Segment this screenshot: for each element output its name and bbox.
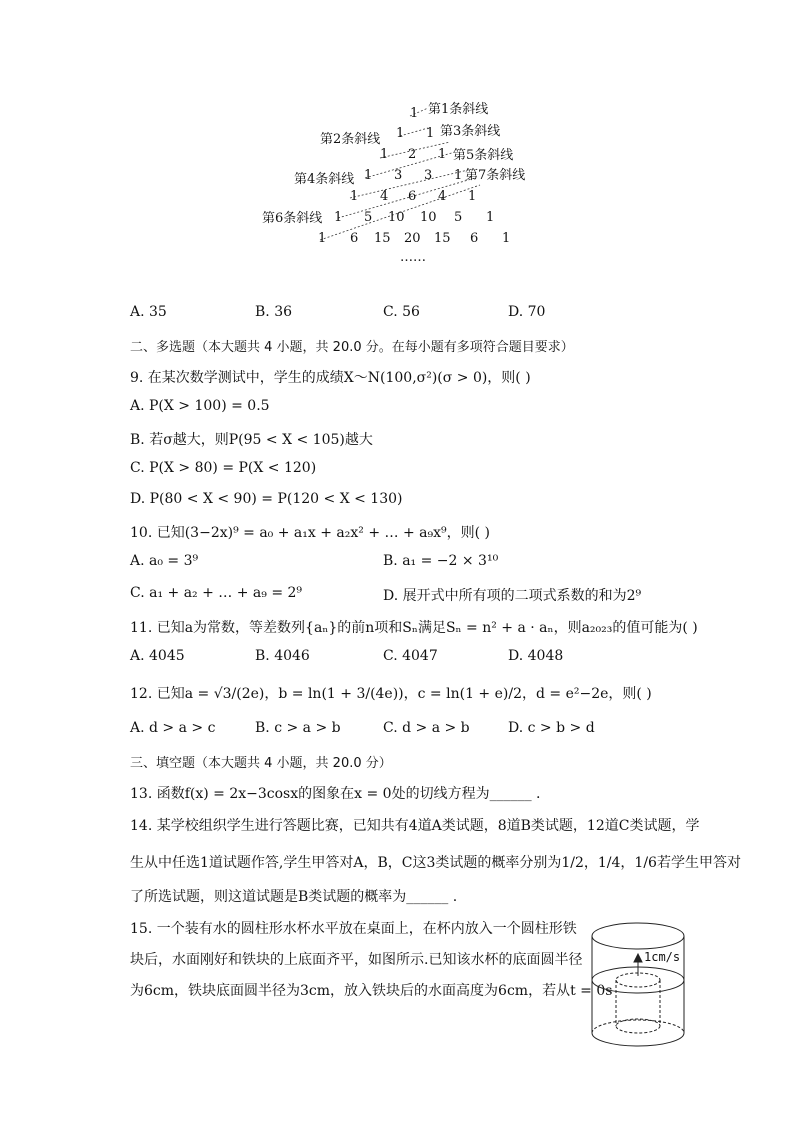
q11-option-d: D. 4048: [508, 648, 564, 664]
q12-option-c: C. d > a > b: [383, 720, 470, 736]
section-heading-multiple-choice: 二、多选题（本大题共 4 小题，共 20.0 分。在每小题有多项符合题目要求）: [130, 340, 574, 355]
triangle-cell: 15: [374, 231, 391, 246]
q10-option-a: A. a₀ = 3⁹: [130, 553, 199, 569]
q14-line-3: 了所选试题，则这道试题是B类试题的概率为______ .: [130, 889, 458, 905]
q9-option-c: C. P(X > 80) = P(X < 120): [130, 460, 317, 476]
triangle-cell: 1: [468, 189, 477, 204]
triangle-cell: 1: [364, 168, 373, 183]
triangle-cell: 10: [388, 210, 405, 225]
triangle-cell: 20: [404, 231, 421, 246]
q10-option-c: C. a₁ + a₂ + … + a₉ = 2⁹: [130, 585, 303, 601]
q8-option-d: D. 70: [508, 304, 546, 320]
triangle-cell: 1: [380, 147, 389, 162]
q13-stem: 13. 函数f(x) = 2x−3cosx的图象在x = 0处的切线方程为______ .: [130, 786, 541, 802]
triangle-cell: 1: [454, 168, 463, 183]
q8-option-c: C. 56: [383, 304, 420, 320]
triangle-cell: 1: [410, 106, 419, 121]
triangle-cell: 1: [486, 210, 495, 225]
diagonal-label-7: 第7条斜线: [465, 168, 526, 183]
triangle-cell: 4: [438, 189, 447, 204]
q11-option-c: C. 4047: [383, 648, 438, 664]
triangle-cell: 4: [380, 189, 389, 204]
pascal-triangle-figure: [250, 90, 550, 270]
q9-stem: 9. 在某次数学测试中，学生的成绩X～N(100,σ²)(σ > 0)，则( ): [130, 370, 531, 386]
q9-option-a: A. P(X > 100) = 0.5: [130, 398, 270, 414]
q11-option-a: A. 4045: [130, 648, 185, 664]
triangle-cell: 1: [318, 231, 327, 246]
diagonal-label-1: 第1条斜线: [428, 102, 489, 117]
triangle-cell: 1: [502, 231, 511, 246]
triangle-cell: 1: [334, 210, 343, 225]
q12-stem: 12. 已知a = √3/(2e)，b = ln(1 + 3/(4e))，c = ln(1 + e)/2，d = e²−2e，则( ): [130, 686, 652, 702]
triangle-cell: 6: [350, 231, 359, 246]
q15-line-1: 15. 一个装有水的圆柱形水杯水平放在桌面上，在杯内放入一个圆柱形铁: [130, 921, 577, 937]
triangle-cell: 5: [364, 210, 373, 225]
q10-stem: 10. 已知(3−2x)⁹ = a₀ + a₁x + a₂x² + … + a₉x⁹，则( ): [130, 525, 490, 541]
triangle-cell: 1: [426, 126, 435, 141]
triangle-cell: 1: [396, 126, 405, 141]
triangle-cell: 6: [408, 189, 417, 204]
q15-line-2: 块后，水面刚好和铁块的上底面齐平，如图所示.已知该水杯的底面圆半径: [130, 952, 583, 968]
diagonal-label-3: 第3条斜线: [440, 124, 501, 139]
diagonal-label-6: 第6条斜线: [262, 211, 323, 226]
section-heading-fill-in: 三、填空题（本大题共 4 小题，共 20.0 分）: [130, 756, 392, 771]
diagonal-label-5: 第5条斜线: [453, 148, 514, 163]
triangle-cell: 1: [438, 147, 447, 162]
q14-line-1: 14. 某学校组织学生进行答题比赛，已知共有4道A类试题，8道B类试题，12道C类试题，学: [130, 818, 700, 834]
triangle-cell: 3: [424, 168, 433, 183]
cylinder-cup-figure: [590, 918, 700, 1048]
q9-option-d: D. P(80 < X < 90) = P(120 < X < 130): [130, 491, 403, 507]
triangle-cell: 2: [408, 147, 417, 162]
triangle-ellipsis: ……: [400, 250, 426, 265]
q10-option-d: D. 展开式中所有项的二项式系数的和为2⁹: [383, 588, 642, 604]
triangle-cell: 15: [434, 231, 451, 246]
diagonal-label-4: 第4条斜线: [294, 172, 355, 187]
q8-option-a: A. 35: [130, 304, 167, 320]
triangle-cell: 3: [394, 168, 403, 183]
cylinder-drawing: [590, 918, 700, 1048]
q11-stem: 11. 已知a为常数，等差数列{aₙ}的前n项和Sₙ满足Sₙ = n² + a · aₙ，则a₂₀₂₃的值可能为( ): [130, 620, 698, 636]
triangle-cell: 5: [454, 210, 463, 225]
rate-label: 1cm/s: [644, 950, 681, 964]
triangle-cell: 6: [470, 231, 479, 246]
q8-option-b: B. 36: [255, 304, 293, 320]
q12-option-a: A. d > a > c: [130, 720, 216, 736]
q15-line-3: 为6cm，铁块底面圆半径为3cm，放入铁块后的水面高度为6cm，若从t = 0s: [130, 983, 613, 999]
q12-option-b: B. c > a > b: [255, 720, 341, 736]
q10-option-b: B. a₁ = −2 × 3¹⁰: [383, 553, 499, 569]
triangle-cell: 10: [420, 210, 437, 225]
triangle-cell: 1: [350, 189, 359, 204]
diagonal-label-2: 第2条斜线: [320, 132, 381, 147]
q14-line-2: 生从中任选1道试题作答,学生甲答对A，B，C这3类试题的概率分别为1/2，1/4，1/6若学生甲答对: [130, 855, 741, 871]
q11-option-b: B. 4046: [255, 648, 310, 664]
q12-option-d: D. c > b > d: [508, 720, 595, 736]
q9-option-b: B. 若σ越大，则P(95 < X < 105)越大: [130, 432, 373, 448]
